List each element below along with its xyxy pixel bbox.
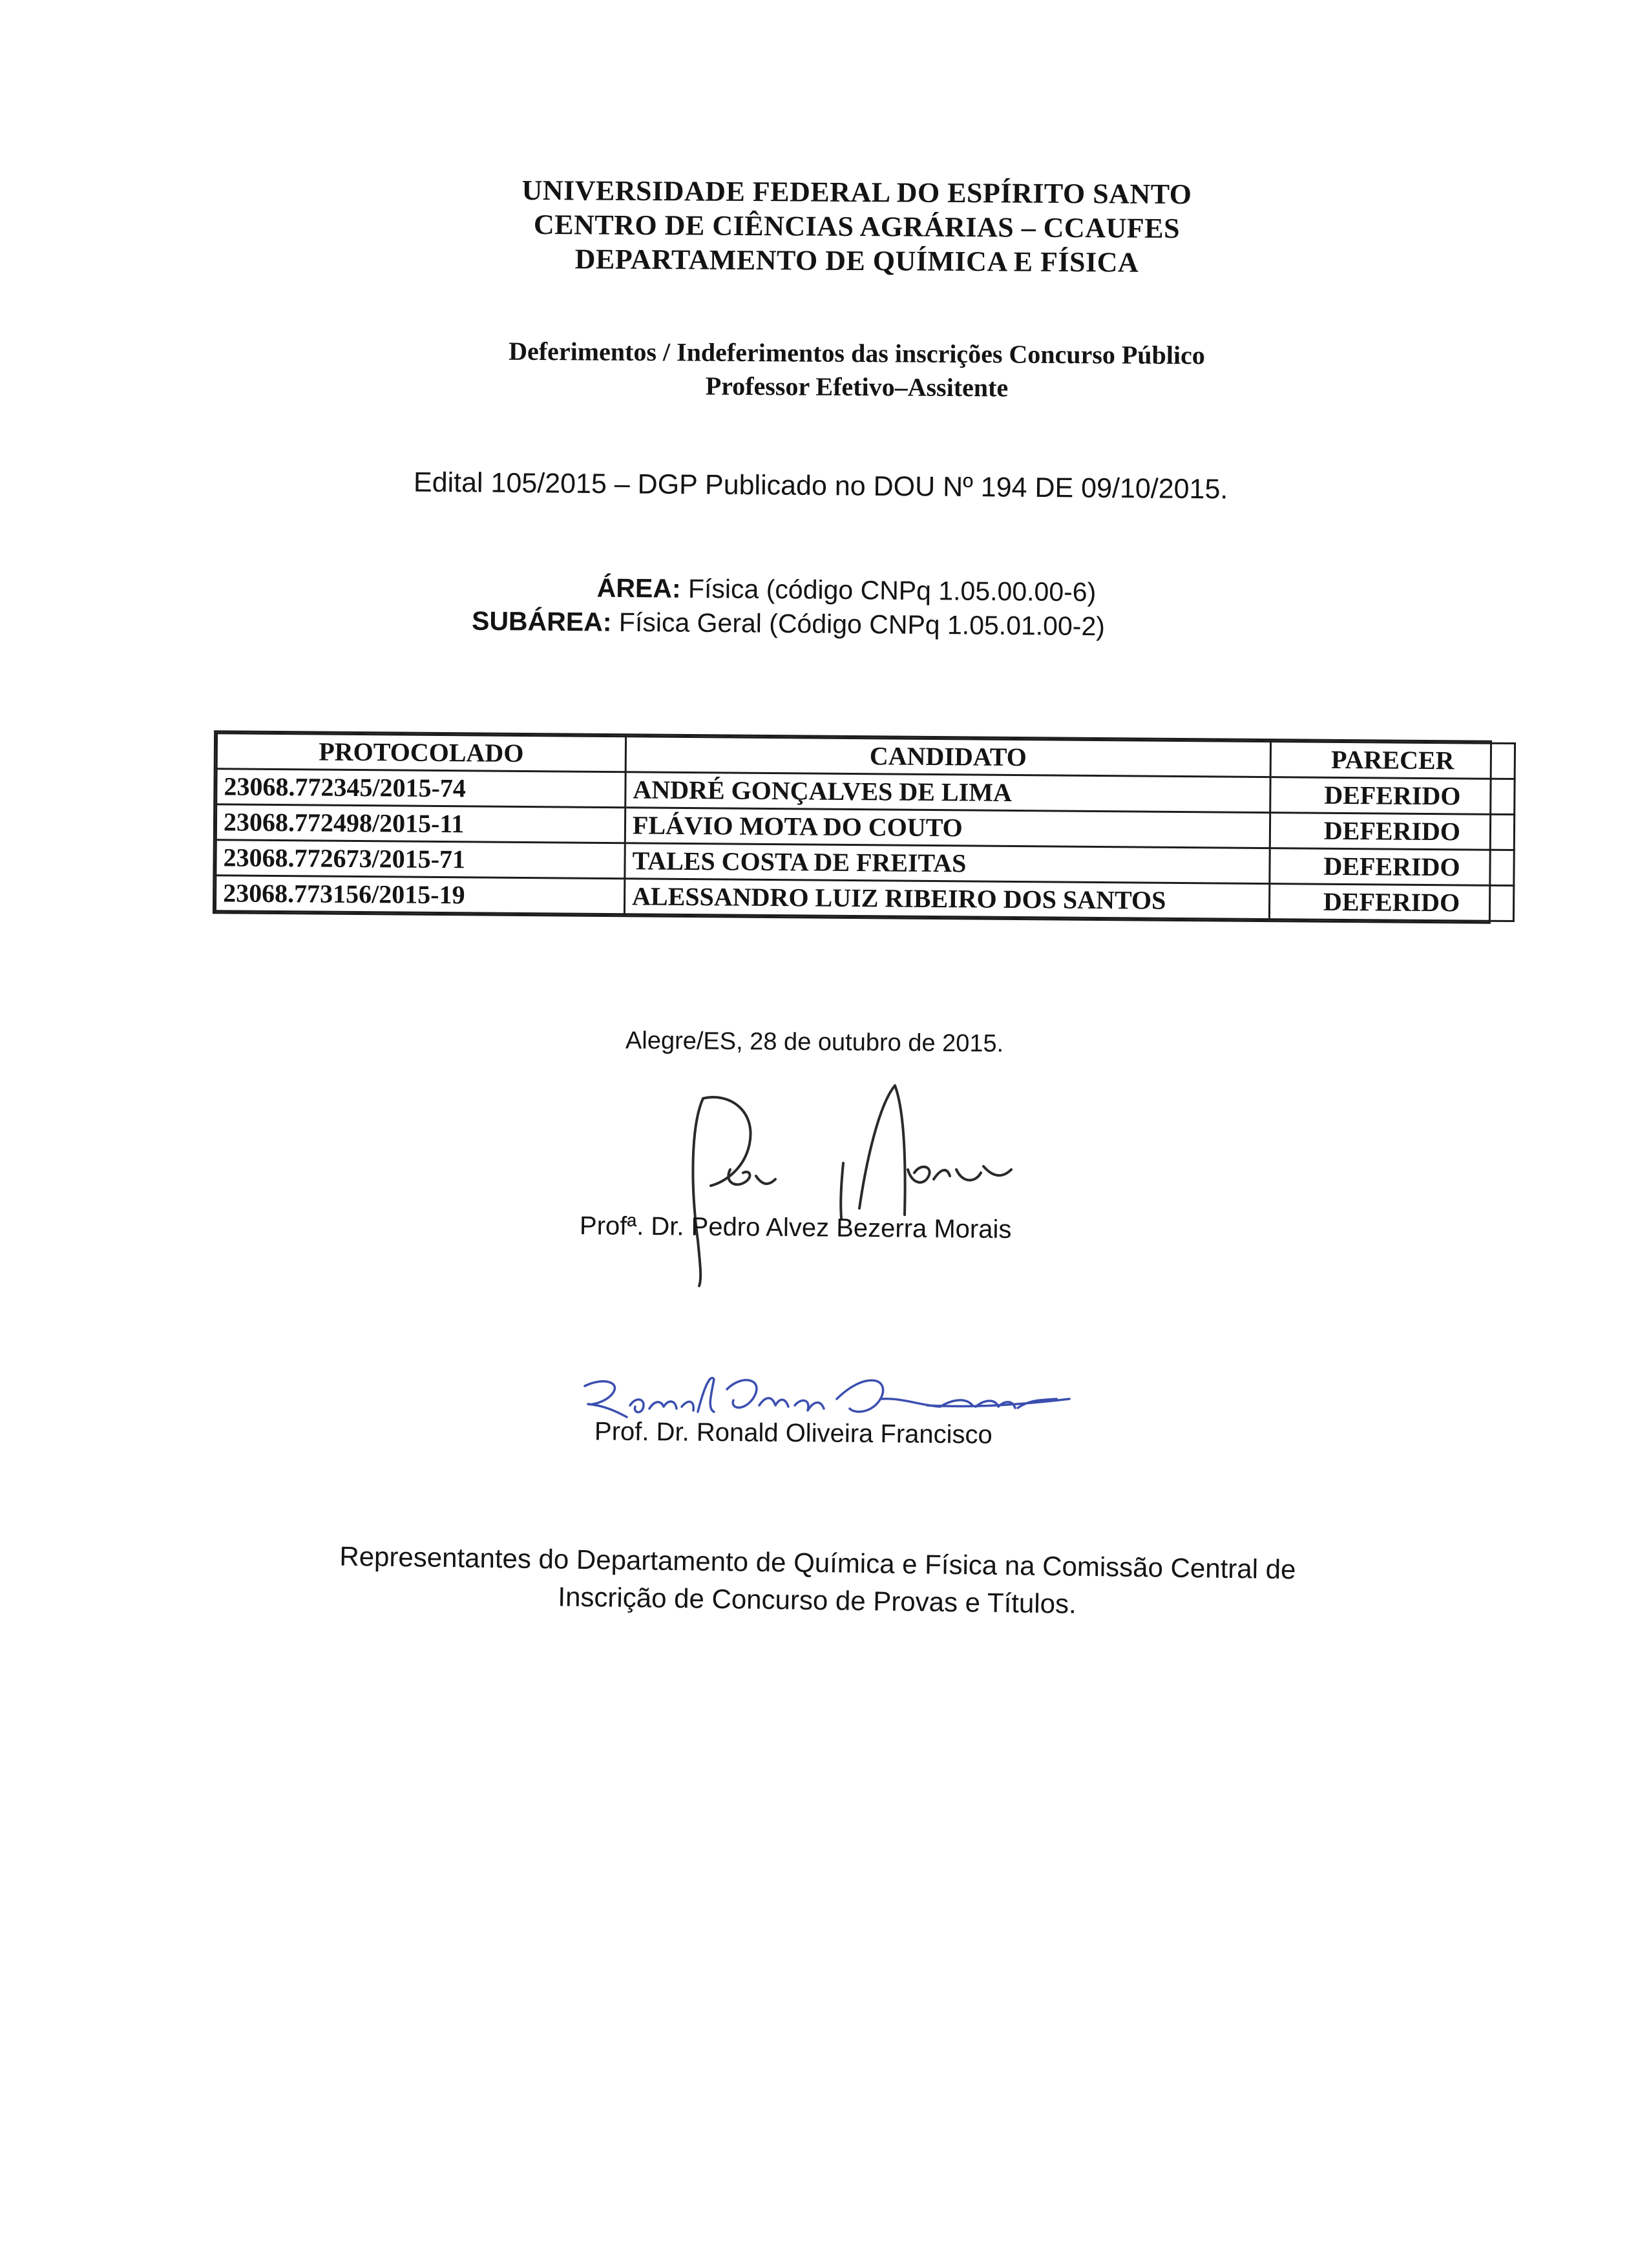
status-cell: DEFERIDO [1269, 884, 1513, 921]
candidate-cell: TALES COSTA DE FREITAS [625, 843, 1270, 884]
protocol-cell: 23068.772498/2015-11 [216, 804, 625, 843]
place-date: Alegre/ES, 28 de outubro de 2015. [625, 1027, 1004, 1058]
candidate-cell: ALESSANDRO LUIZ RIBEIRO DOS SANTOS [624, 879, 1269, 919]
header-parecer: PARECER [1270, 742, 1515, 779]
subarea-label: SUBÁREA: [471, 605, 612, 637]
header-candidato: CANDIDATO [625, 737, 1270, 777]
signer-2-name: Prof. Dr. Ronald Oliveira Francisco [594, 1417, 993, 1449]
signer-1-name: Profª. Dr. Pedro Alvez Bezerra Morais [579, 1212, 1012, 1244]
subarea-value: Física Geral (Código CNPq 1.05.01.00-2) [618, 607, 1106, 642]
status-cell: DEFERIDO [1270, 813, 1514, 850]
area-value: Física (código CNPq 1.05.00.00-6) [688, 573, 1097, 607]
status-cell: DEFERIDO [1270, 777, 1515, 815]
area-label: ÁREA: [596, 572, 681, 604]
university-name: UNIVERSIDADE FEDERAL DO ESPÍRITO SANTO [521, 174, 1192, 211]
center-name: CENTRO DE CIÊNCIAS AGRÁRIAS – CCAUFES [533, 208, 1181, 245]
protocol-cell: 23068.773156/2015-19 [215, 876, 624, 914]
document-title: Deferimentos / Indeferimentos das inscrições Concurso Público [509, 336, 1205, 370]
document-subtitle: Professor Efetivo–Assitente [705, 371, 1009, 403]
protocol-cell: 23068.772673/2015-71 [216, 840, 625, 879]
results-table [213, 730, 1492, 924]
protocol-cell: 23068.772345/2015-74 [216, 769, 625, 808]
department-name: DEPARTAMENTO DE QUÍMICA E FÍSICA [574, 243, 1139, 278]
signature-pedro-morais [672, 1073, 1034, 1292]
representatives-line-1: Representantes do Departamento de Química e Física na Comissão Central de [339, 1540, 1296, 1585]
candidate-cell: ANDRÉ GONÇALVES DE LIMA [625, 772, 1270, 813]
representatives-note [293, 1537, 1341, 1627]
status-cell: DEFERIDO [1270, 848, 1514, 886]
representatives-line-2: Inscrição de Concurso de Provas e Títulos. [558, 1581, 1077, 1619]
edital-reference: Edital 105/2015 – DGP Publicado no DOU Nº 194 DE 09/10/2015. [413, 467, 1228, 505]
candidate-cell: FLÁVIO MOTA DO COUTO [625, 808, 1270, 848]
header-protocolado: PROTOCOLADO [216, 733, 625, 772]
